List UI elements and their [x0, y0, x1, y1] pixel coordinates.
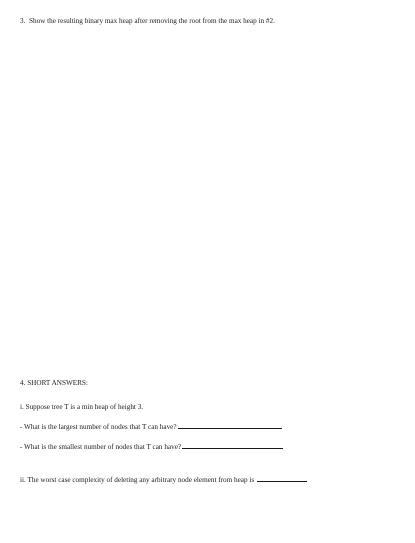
- question-3-text: Show the resulting binary max heap after removing the root from the max heap in #2.: [28, 17, 275, 25]
- part-ii-prompt: ii. The worst case complexity of deleting any arbitrary node element from heap is: [20, 476, 255, 484]
- answer-blank[interactable]: [178, 421, 282, 429]
- part-i-question-2: [20, 441, 283, 452]
- answer-area: [20, 32, 390, 372]
- question-3-number: 3.: [20, 17, 26, 25]
- answer-blank[interactable]: [182, 441, 283, 449]
- part-i-question-1-text: - What is the largest number of nodes that T can have?: [20, 423, 177, 431]
- section-4-heading: 4. SHORT ANSWERS:: [20, 379, 88, 387]
- part-i-question-1: [20, 421, 282, 432]
- question-3: [20, 17, 275, 26]
- answer-blank[interactable]: [257, 474, 307, 482]
- part-i-question-2-text: - What is the smallest number of nodes that T can have?: [20, 443, 182, 451]
- part-ii: [20, 474, 307, 485]
- part-i-prompt: i. Suppose tree T is a min heap of height 3.: [20, 403, 144, 411]
